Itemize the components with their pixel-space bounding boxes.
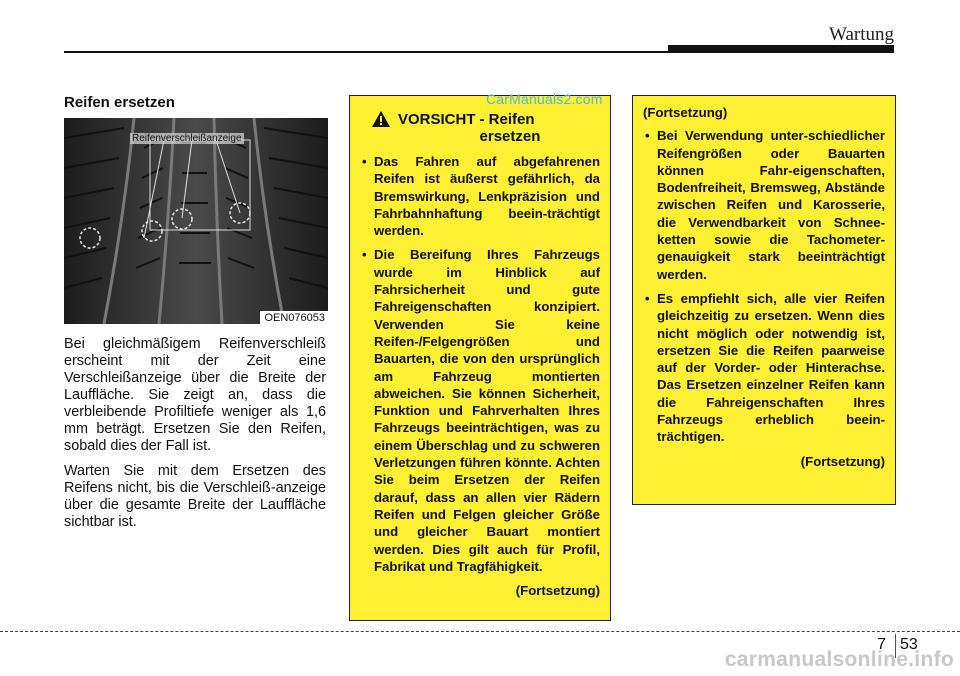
warning-triangle-icon bbox=[372, 111, 390, 127]
footer-rule bbox=[0, 631, 960, 632]
footer-brand: carmanualsonline.info bbox=[724, 648, 954, 671]
caution-bullet-1: • Das Fahren auf abgefahrenen Reifen ist äußerst gefährlich, da Bremswirkung, Lenkpräzision und Fahrbahnhaftung beein-trächtigt werden. bbox=[360, 153, 600, 239]
body-text bbox=[64, 336, 326, 539]
watermark-text: CarManuals2.com bbox=[486, 91, 603, 107]
photo-caption: Reifenverschleißanzeige bbox=[132, 133, 242, 144]
caution-list bbox=[360, 153, 600, 575]
caution-continued-bullet-2: • Es empfiehlt sich, alle vier Reifen gleichzeitig zu ersetzen. Wenn dies nicht möglich oder notwendig ist, ersetzen Sie die Reifen paarweise auf der Vorder- oder Hinterachse. Das Ersetzen einzelner Reifen kann die Fahreigenschaften Ihres Fahrzeugs erheblich beein-trächtigen. bbox=[643, 290, 885, 446]
paragraph-2: Warten Sie mit dem Ersetzen des Reifens nicht, bis die Verschleiß-anzeige über die gesamte Breite der Lauffläche sichtbar ist. bbox=[64, 463, 326, 530]
caution-header bbox=[360, 111, 600, 145]
chapter-number: 7 bbox=[877, 636, 886, 653]
caution-word: VORSICHT bbox=[398, 111, 476, 128]
header-title: Wartung bbox=[829, 24, 894, 45]
caution-continued-bullet-1: • Bei Verwendung unter-schiedlicher Reifengrößen oder Bauarten können Fahr-eigenschaften, Bodenfreiheit, Bremsweg, Abstände zwischen Reifen und Karosserie, die Verwendbarkeit von Schnee-ketten sowie die Tachometer-genauigkeit stark beeinträchtigt werden. bbox=[643, 127, 885, 283]
paragraph-1: Bei gleichmäßigem Reifenverschleiß erscheint mit der Zeit eine Verschleißanzeige über die Breite der Lauffläche. Sie zeigt an, dass die verbleibende Profiltiefe weniger als 1,6 mm beträgt. Ersetzen Sie den Reifen, sobald dies der Fall ist. bbox=[64, 336, 326, 454]
continued-label: (Fortsetzung) bbox=[515, 583, 600, 599]
caution-topic: - Reifen ersetzen bbox=[479, 111, 541, 145]
caution-box bbox=[349, 95, 611, 621]
caution-continued-list bbox=[643, 127, 885, 445]
tire-tread-image bbox=[64, 118, 328, 324]
continued-header: (Fortsetzung) bbox=[643, 105, 728, 120]
header-rule bbox=[64, 51, 670, 53]
header-rule-accent bbox=[668, 45, 894, 53]
photo-code: OEN076053 bbox=[260, 311, 328, 324]
page-number: 53 bbox=[900, 636, 918, 653]
section-heading: Reifen ersetzen bbox=[64, 94, 175, 111]
tire-photo bbox=[64, 118, 328, 324]
caution-bullet-2: • Die Bereifung Ihres Fahrzeugs wurde im Hinblick auf Fahrsicherheit und gute Fahreigenschaften konzipiert. Verwenden Sie keine Reifen-/Felgengrößen und Bauarten, die von den ursprünglich am Fahrzeug montierten abweichen. Sie können Sicherheit, Funktion und Fahrverhalten Ihres Fahrzeugs beeinträchtigen, was zu einem Überschlag und zu schweren Verletzungen führen könnte. Achten Sie beim Ersetzen der Reifen darauf, dass an allen vier Rädern Reifen und Felgen gleicher Größe und gleicher Bauart montiert werden. Dies gilt auch für Profil, Fabrikat und Tragfähigkeit. bbox=[360, 246, 600, 575]
caution-box-continued bbox=[632, 95, 896, 505]
continued-label-2: (Fortsetzung) bbox=[800, 453, 885, 469]
